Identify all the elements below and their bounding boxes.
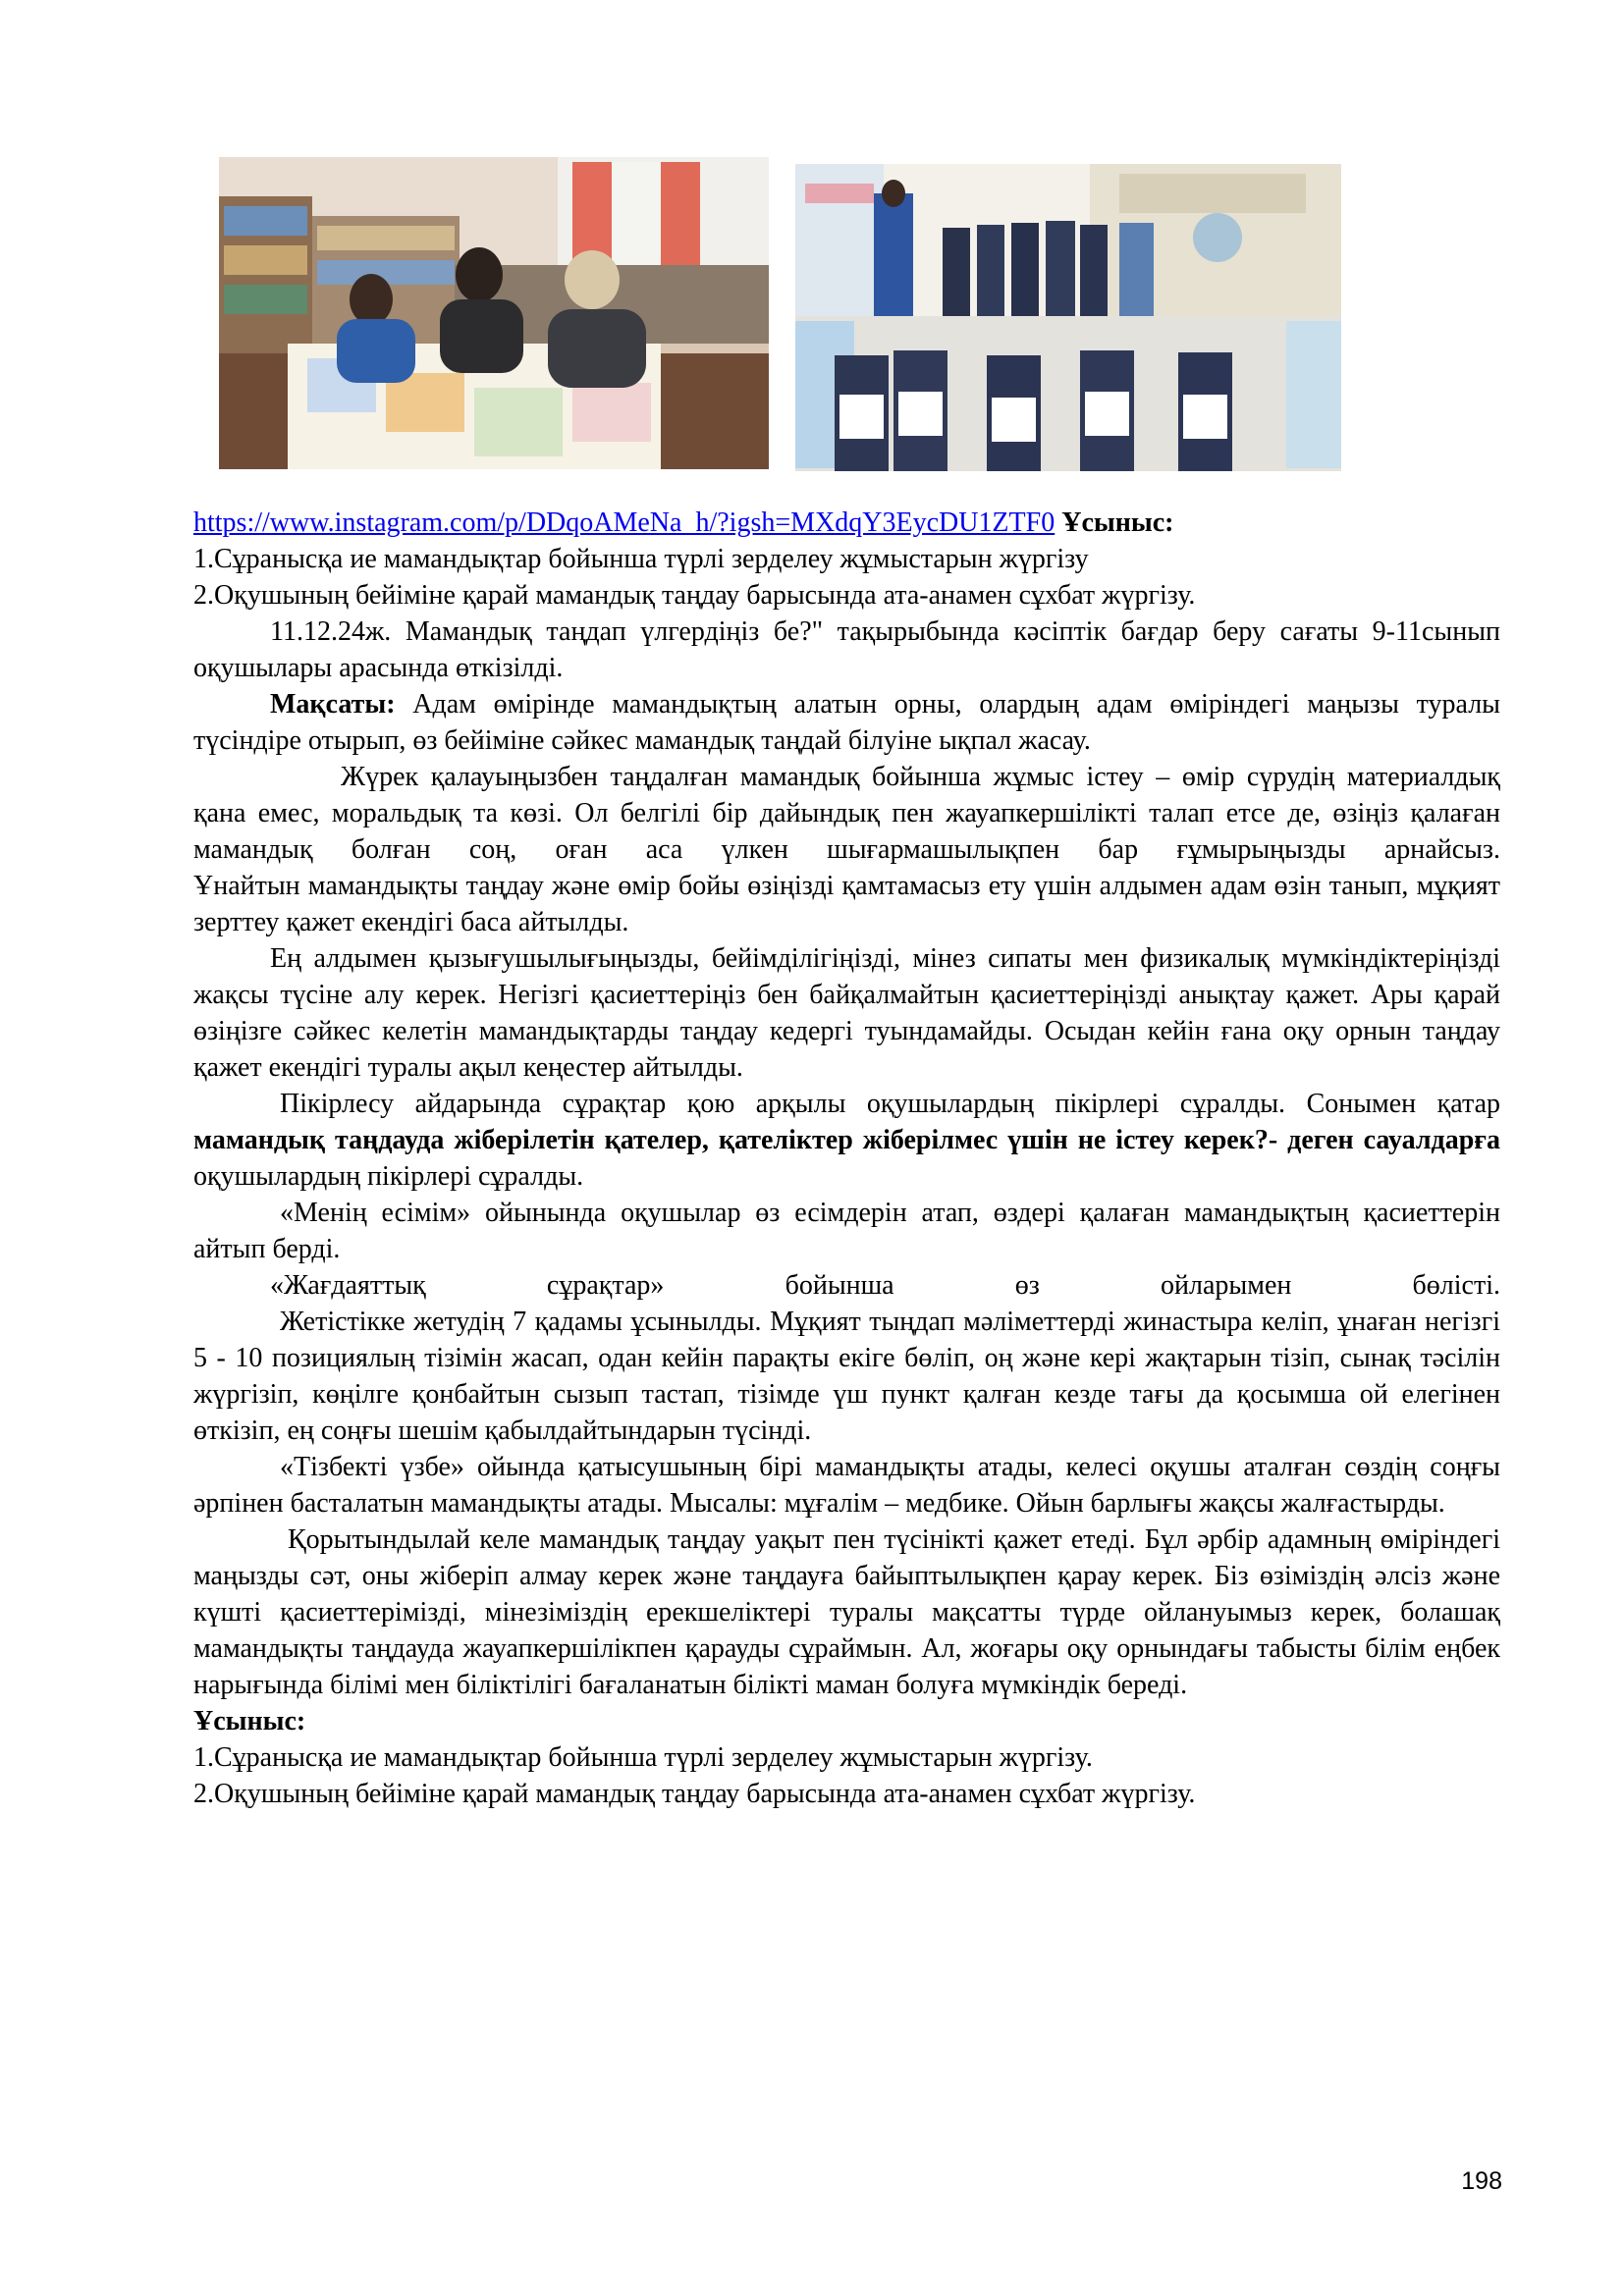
list-item: 2.Оқушының бейіміне қарай мамандық таңдау барысында ата-анамен сұхбат жүргізу. [193, 1779, 1196, 1809]
list-item: 1.Сұранысқа ие мамандықтар бойынша түрлі зерделеу жұмыстарын жүргізу [193, 544, 1089, 574]
list-item: 2.Оқушының бейіміне қарай мамандық таңдау барысында ата-анамен сұхбат жүргізу. [193, 580, 1196, 611]
conclusion-paragraph: Қорытындылай келе мамандық таңдау уақыт пен түсінікті қажет етеді. Бұл әрбір адамның өміріндегі маңызды сәт, оны жіберіп алмау керек және таңдауға байыптылықпен қарау керек. Біз өзіміздің әлсіз және күшті қасиеттерімізді, мінезіміздің ерекшеліктері туралы мақсатты түрде ойлануымыз керек, болашақ мамандықты таңдауда жауапкершілікпен қарауды сұраймын. Ал, жоғары оқу орнындағы табысты білім еңбек нарығында білімі мен біліктілігі бағаланатын білікті маман болуға мүмкіндік береді. [193, 1524, 1500, 1700]
paragraph: «Менің есімім» ойынында оқушылар өз есімдерін атап, өздері қалаған мамандықтың қасиеттерін айтып берді. [193, 1198, 1500, 1264]
suggestion-heading: Ұсыныс: [1061, 507, 1174, 538]
paragraph: Жетістікке жетудің 7 қадамы ұсынылды. Мұқият тыңдап мәліметтерді жинастыра келіп, ұнаған негізгі 5 - 10 позициялың тізімін жасап, одан кейін парақты екіге бөліп, оң және кері жақтарын тізіп, сынақ тәсілін жүргізіп, көңілге қонбайтын сызып тастап, тізімде үш пункт қалған кезде тағы да қосымша ой елегінен өткізіп, ең соңғы шешім қабылдайтындарын түсінді. [193, 1307, 1500, 1446]
bold-questions: мамандық таңдауда жіберілетін қателер, қателіктер жіберілмес үшін не істеу керек?- деген сауалдарға [193, 1125, 1500, 1155]
document-body [193, 505, 1500, 1812]
paragraph: «Жағдаяттық сұрақтар» бойынша өз ойларымен бөлісті. [270, 1270, 1500, 1301]
list-item: 1.Сұранысқа ие мамандықтар бойынша түрлі зерделеу жұмыстарын жүргізу. [193, 1742, 1093, 1773]
paragraph: «Тізбекті үзбе» ойында қатысушының бірі мамандықты атады, келесі оқушы аталған сөздің соңғы әрпінен басталатын мамандықты атады. Мысалы: мұғалім – медбике. Ойын барлығы жақсы жалғастырды. [193, 1452, 1500, 1519]
meeting-photo [219, 157, 769, 469]
discussion-paragraph: Пікірлесу айдарында сұрақтар қою арқылы оқушылардың пікірлері сұралды. Сонымен қатар мамандық таңдауда жіберілетін қателер, қателіктер жіберілмес үшін не істеу керек?- деген сауалдарға оқушылардың пікірлері сұралды. [193, 1089, 1500, 1192]
event-paragraph: 11.12.24ж. Мамандық таңдап үлгердіңіз бе?" тақырыбында кәсіптік бағдар беру сағаты 9-11сынып оқушылары арасында өткізілді. [193, 616, 1500, 683]
students-award-photo [795, 164, 1341, 471]
paragraph: Ең алдымен қызығушылығыңызды, бейімділігіңізді, мінез сипаты мен физикалық мүмкіндіктеріңізді жақсы түсіне алу керек. Негізгі қасиеттеріңіз бен байқалмайтын қасиеттеріңізді анықтау қажет. Ары қарай өзіңізге сәйкес келетін мамандықтарды таңдау кедергі туындамайды. Осыдан кейін ғана оқу орнын таңдау қажет екендігі туралы ақыл кеңестер айтылды. [193, 943, 1500, 1083]
goal-paragraph [193, 686, 1500, 759]
suggestion-heading-2: Ұсыныс: [193, 1706, 306, 1736]
page-number: 198 [1461, 2167, 1502, 2195]
link-line [193, 505, 1500, 541]
goal-label: Мақсаты: [270, 689, 396, 720]
goal-text: Адам өмірінде мамандықтың алатын орны, олардың адам өміріндегі маңызы туралы түсіндіре отырып, өз бейіміне сәйкес мамандық таңдай білуіне ықпал жасау. [193, 689, 1500, 756]
paragraph: Жүрек қалауыңызбен таңдалған мамандық бойынша жұмыс істеу – өмір сүрудің материалдық қана емес, моральдық та көзі. Ол белгілі бір дайындық пен жауапкершілікті талап етсе де, өзіңіз қалаған мамандық болған соң, оған аса үлкен шығармашылықпен бар ғұмырыңызды арнайсыз. [193, 762, 1500, 865]
instagram-link[interactable]: https://www.instagram.com/p/DDqoAMeNa_h/?igsh=MXdqY3EycDU1ZTF0 [193, 507, 1056, 538]
paragraph: Ұнайтын мамандықты таңдау және өмір бойы өзіңізді қамтамасыз ету үшін алдымен адам өзін танып, мұқият зерттеу қажет екендігі баса айтылды. [193, 871, 1500, 937]
